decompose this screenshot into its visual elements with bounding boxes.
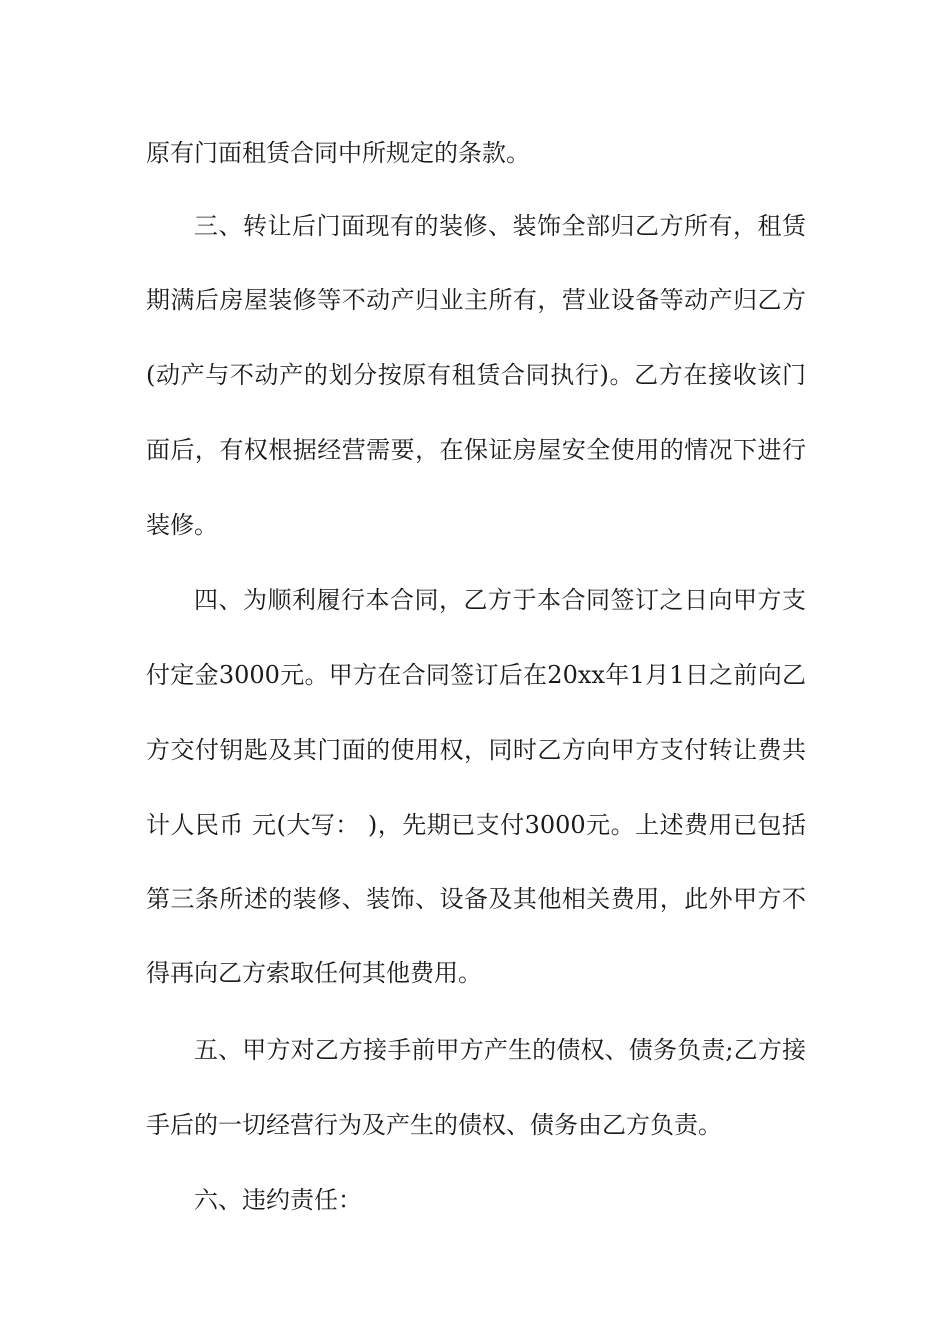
text-line: 面后，有权根据经营需要，在保证房屋安全使用的情况下进行	[146, 436, 806, 464]
text-line: (动产与不动产的划分按原有租赁合同执行)。乙方在接收该门	[146, 361, 806, 389]
text-line: 原有门面租赁合同中所规定的条款。	[146, 139, 530, 167]
text-line: 计人民币 元(大写： )，先期已支付3000元。上述费用已包括	[146, 811, 806, 839]
text-line: 装修。	[146, 511, 218, 539]
text-line: 得再向乙方索取任何其他费用。	[146, 959, 482, 987]
text-line: 五、甲方对乙方接手前甲方产生的债权、债务负责;乙方接	[194, 1036, 806, 1064]
text-line: 六、违约责任：	[194, 1186, 362, 1214]
text-line: 付定金3000元。甲方在合同签订后在20xx年1月1日之前向乙	[146, 661, 806, 689]
text-line: 方交付钥匙及其门面的使用权，同时乙方向甲方支付转让费共	[146, 736, 806, 764]
text-line: 三、转让后门面现有的装修、装饰全部归乙方所有，租赁	[194, 212, 806, 240]
text-line: 第三条所述的装修、装饰、设备及其他相关费用，此外甲方不	[146, 885, 806, 913]
text-line: 期满后房屋装修等不动产归业主所有，营业设备等动产归乙方	[146, 286, 806, 314]
text-line: 四、为顺利履行本合同，乙方于本合同签订之日向甲方支	[194, 586, 806, 614]
text-line: 手后的一切经营行为及产生的债权、债务由乙方负责。	[146, 1111, 722, 1139]
